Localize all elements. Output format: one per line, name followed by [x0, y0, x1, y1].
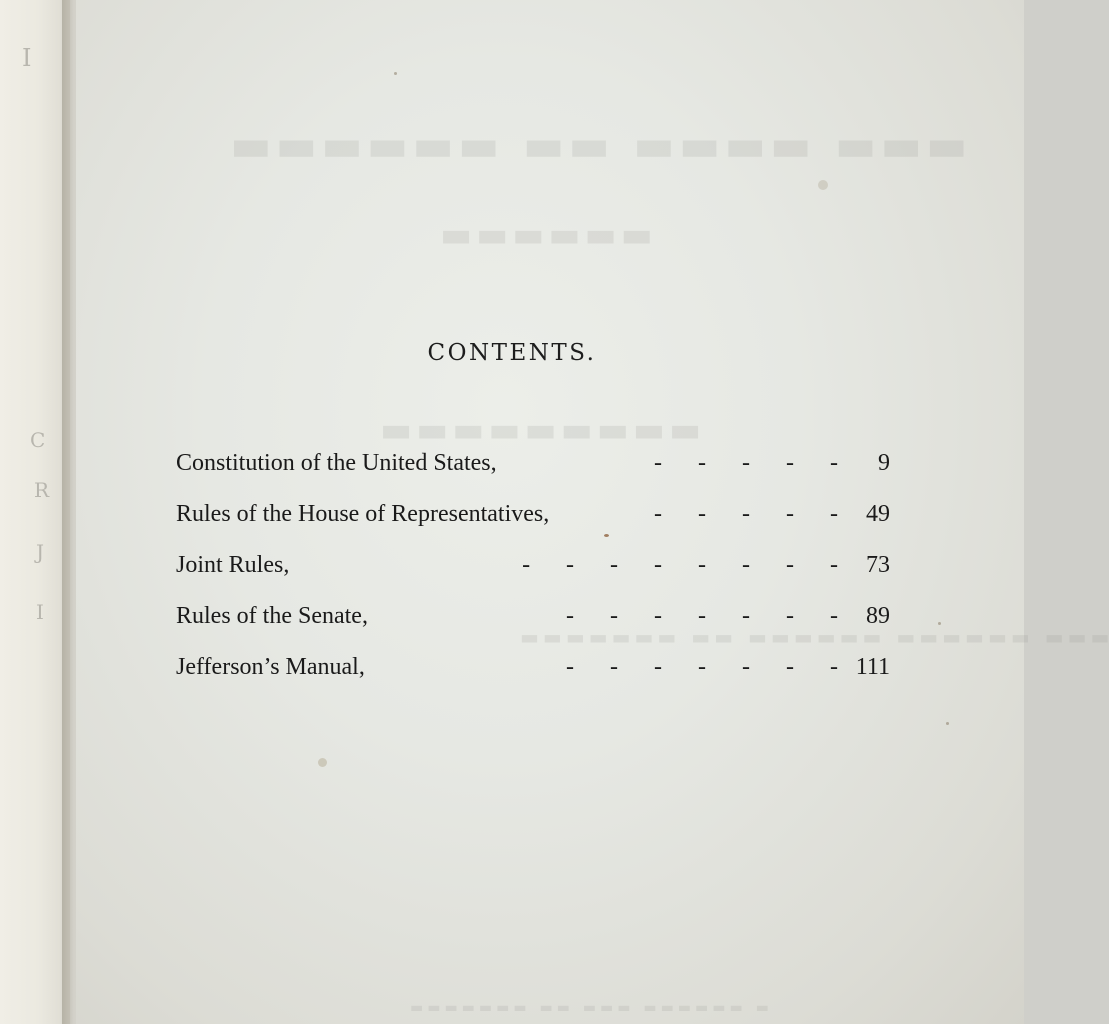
- entry-page-number: 73: [866, 552, 890, 578]
- entry-page-number: 49: [866, 501, 890, 527]
- left-page: [0, 0, 70, 1024]
- left-page-partial-letter: I: [22, 44, 32, 72]
- left-page-partial-letter: R: [34, 478, 50, 502]
- paper-speck: [946, 722, 949, 725]
- contents-title: CONTENTS.: [427, 340, 597, 366]
- paper-spot: [318, 758, 327, 767]
- left-page-partial-letter: J: [36, 540, 45, 564]
- dot-leaders: - - - - - - -: [566, 603, 838, 629]
- paper-speck: [938, 622, 941, 625]
- left-page-partial-letter: I: [36, 600, 44, 624]
- dot-leaders: - - - - - - - -: [522, 552, 838, 578]
- dot-leaders: - - - - - - -: [566, 654, 838, 680]
- contents-entry: [176, 652, 890, 703]
- show-through-text: ▬▬▬▬▬▬▬▬▬: [376, 410, 702, 450]
- paper-spot: [818, 180, 828, 190]
- entry-page-number: 111: [855, 654, 890, 680]
- contents-entry: [176, 448, 890, 499]
- dot-leaders: - - - - -: [654, 501, 838, 527]
- contents-entry: [176, 499, 890, 550]
- dot-leaders: - - - - -: [654, 450, 838, 476]
- contents-list: [176, 448, 890, 703]
- entry-title: Jefferson’s Manual,: [176, 654, 365, 680]
- contents-entry: [176, 550, 890, 601]
- show-through-text: ▬ ▬▬▬▬▬▬ ▬▬▬ ▬▬ ▬▬▬▬▬▬▬: [406, 1000, 769, 1016]
- left-page-partial-letter: C: [30, 428, 46, 452]
- entry-page-number: 9: [878, 450, 890, 476]
- paper-speck: [394, 72, 397, 75]
- entry-title: Constitution of the United States,: [176, 450, 497, 476]
- entry-title: Joint Rules,: [176, 552, 290, 578]
- contents-entry: [176, 601, 890, 652]
- show-through-text: ▬▬▬▬▬▬: [436, 215, 653, 255]
- show-through-text: ▬▬▬ ▬▬▬▬▬▬ ▬▬▬▬▬▬ ▬▬ ▬▬▬▬▬▬▬: [516, 625, 1109, 649]
- entry-title: Rules of the House of Representatives,: [176, 501, 550, 527]
- entry-title: Rules of the Senate,: [176, 603, 368, 629]
- show-through-text: ▬▬▬ ▬▬▬▬ ▬▬ ▬▬▬▬▬▬: [226, 120, 968, 171]
- entry-page-number: 89: [866, 603, 890, 629]
